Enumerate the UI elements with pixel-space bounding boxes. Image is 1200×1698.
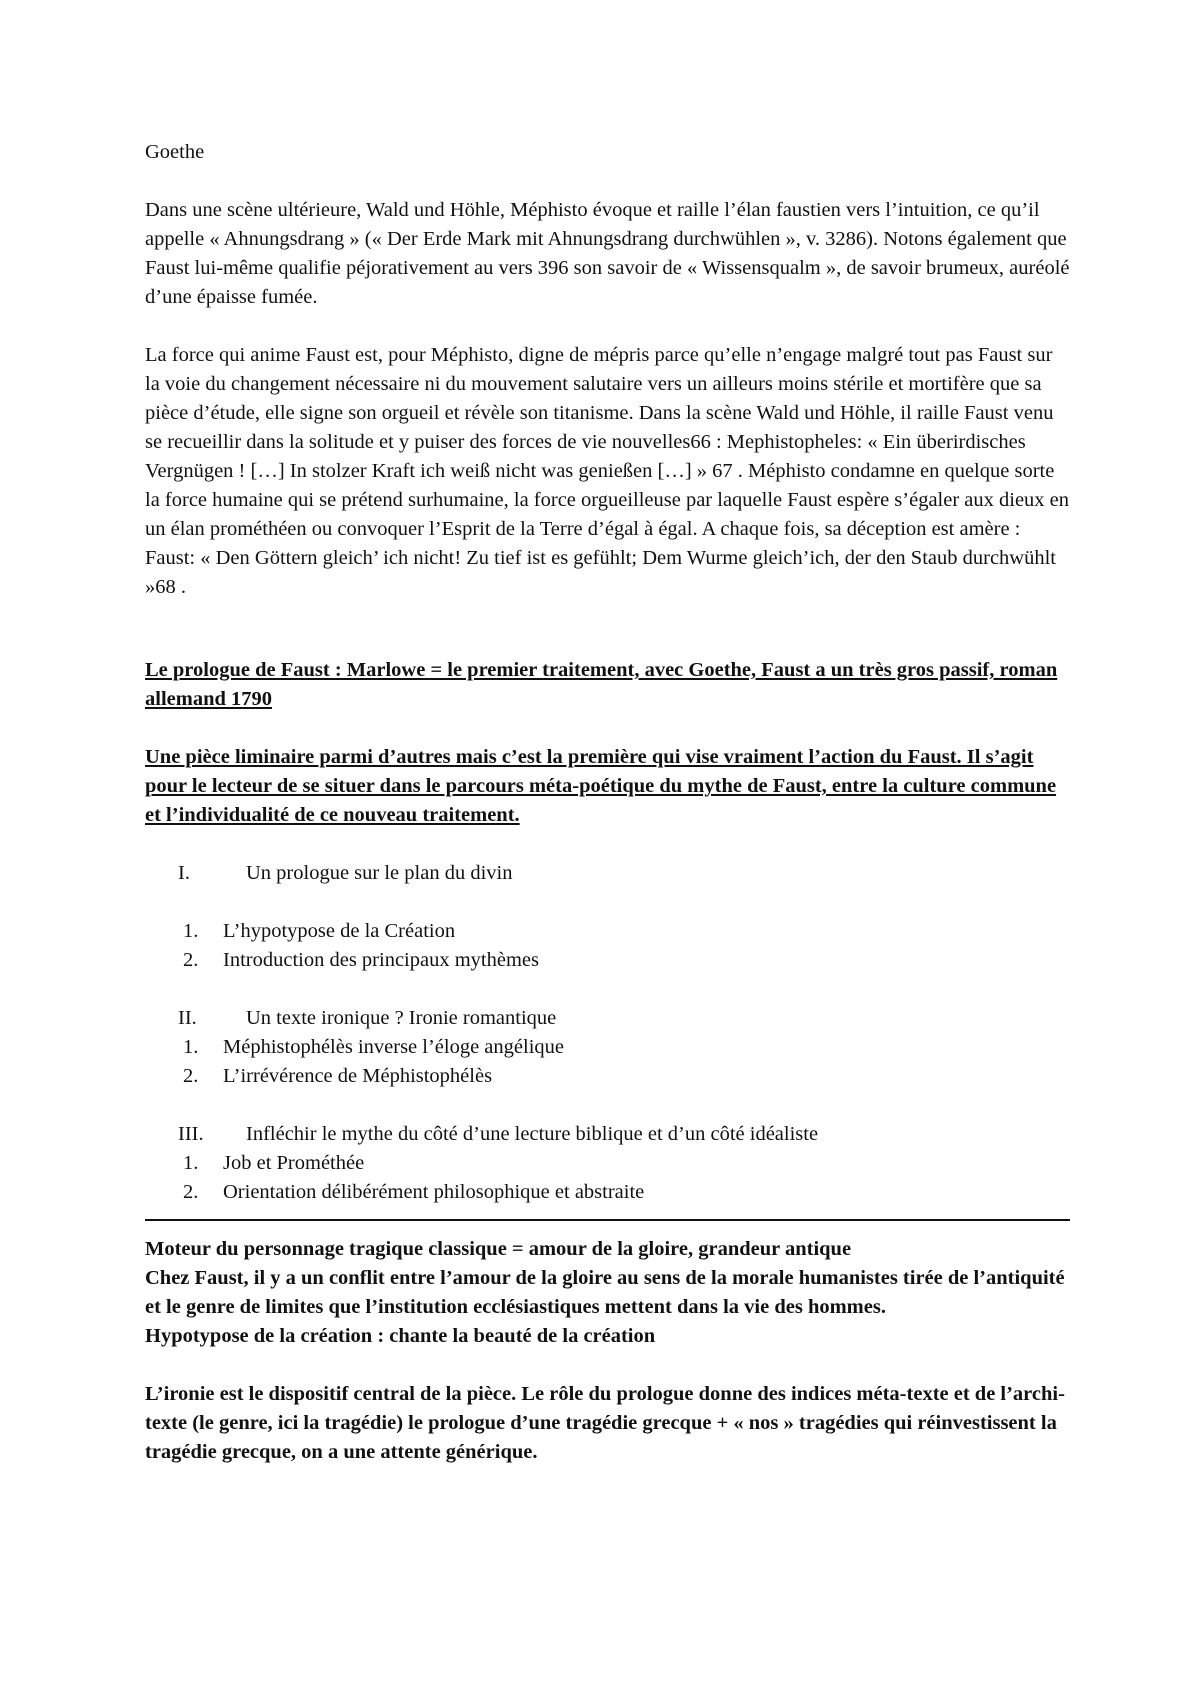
outline-section-title: Infléchir le mythe du côté d’une lecture biblique et d’un côté idéaliste bbox=[246, 1123, 819, 1145]
heading-prologue: Le prologue de Faust : Marlowe = le premier traitement, avec Goethe, Faust a un très gros passif, roman allemand 1790 bbox=[145, 659, 1058, 710]
outline-number: 2. bbox=[183, 1181, 199, 1203]
outline-section-title: Un texte ironique ? Ironie romantique bbox=[246, 1007, 557, 1029]
outline-roman-mark: III. bbox=[178, 1123, 204, 1145]
outline-roman-mark: I. bbox=[178, 862, 190, 884]
outline-item-text: Introduction des principaux mythèmes bbox=[223, 949, 539, 971]
outline-number: 1. bbox=[183, 1152, 199, 1174]
bold-paragraph-moteur: Moteur du personnage tragique classique = amour de la gloire, grandeur antique bbox=[145, 1238, 852, 1260]
outline-section-title: Un prologue sur le plan du divin bbox=[246, 862, 513, 884]
outline-number: 2. bbox=[183, 949, 199, 971]
outline-item bbox=[145, 1033, 1070, 1062]
bold-paragraph-ironie: L’ironie est le dispositif central de la pièce. Le rôle du prologue donne des indices méta-texte et de l’archi-texte (le genre, ici la tragédie) le prologue d’une tragédie grecque + « nos » tragédies qui réinvestissent la tragédie grecque, on a une attente générique. bbox=[145, 1383, 1065, 1463]
outline-section-3 bbox=[145, 1120, 1070, 1149]
horizontal-rule bbox=[145, 1219, 1070, 1221]
outline-item bbox=[145, 917, 1070, 946]
outline-roman-mark: II. bbox=[178, 1007, 197, 1029]
outline-section-2 bbox=[145, 1004, 1070, 1033]
outline-item-text: Méphistophélès inverse l’éloge angélique bbox=[223, 1036, 564, 1058]
paragraph-wald-und-hohle: Dans une scène ultérieure, Wald und Höhle, Méphisto évoque et raille l’élan faustien vers l’intuition, ce qu’il appelle « Ahnungsdrang » (« Der Erde Mark mit Ahnungsdrang durchwühlen », v. 3286). Notons également que Faust lui-même qualifie péjorativement au vers 396 son savoir de « Wissensqualm », de savoir brumeux, auréolé d’une épaisse fumée. bbox=[145, 199, 1070, 308]
outline-number: 1. bbox=[183, 920, 199, 942]
outline-item-text: L’hypotypose de la Création bbox=[223, 920, 456, 942]
outline-item bbox=[145, 946, 1070, 975]
bold-paragraph-hypotypose: Hypotypose de la création : chante la beauté de la création bbox=[145, 1325, 656, 1347]
outline-number: 1. bbox=[183, 1036, 199, 1058]
outline-item bbox=[145, 1062, 1070, 1091]
outline-item-text: Job et Prométhée bbox=[223, 1152, 365, 1174]
outline-number: 2. bbox=[183, 1065, 199, 1087]
heading-piece-liminaire: Une pièce liminaire parmi d’autres mais c’est la première qui vise vraiment l’action du Faust. Il s’agit pour le lecteur de se situer dans le parcours méta-poétique du mythe de Faust, entre la culture commune et l’individualité de ce nouveau traitement. bbox=[145, 746, 1057, 826]
outline-section-1 bbox=[145, 859, 1070, 888]
bold-paragraph-chez-faust: Chez Faust, il y a un conflit entre l’amour de la gloire au sens de la morale humanistes tirée de l’antiquité et le genre de limites que l’institution ecclésiastiques mettent dans la vie des hommes. bbox=[145, 1267, 1065, 1318]
outline-item-text: L’irrévérence de Méphistophélès bbox=[223, 1065, 493, 1087]
outline-item bbox=[145, 1178, 1070, 1207]
paragraph-force-faust: La force qui anime Faust est, pour Méphisto, digne de mépris parce qu’elle n’engage malgré tout pas Faust sur la voie du changement nécessaire ni du mouvement salutaire vers un ailleurs moins stérile et mortifère que sa pièce d’étude, elle signe son orgueil et révèle son titanisme. Dans la scène Wald und Höhle, il raille Faust venu se recueillir dans la solitude et y puiser des forces de vie nouvelles66 : Mephistopheles: « Ein überirdisches Vergnügen ! […] In stolzer Kraft ich weiß nicht was genießen […] » 67 . Méphisto condamne en quelque sorte la force humaine qui se prétend surhumaine, la force orgueilleuse par laquelle Faust espère s’égaler aux dieux en un élan prométhéen ou convoquer l’Esprit de la Terre d’égal à égal. A chaque fois, sa déception est amère : Faust: « Den Göttern gleich’ ich nicht! Zu tief ist es gefühlt; Dem Wurme gleich’ich, der den Staub durchwühlt »68 . bbox=[145, 344, 1070, 598]
outline-item-text: Orientation délibérément philosophique et abstraite bbox=[223, 1181, 645, 1203]
outline-item bbox=[145, 1149, 1070, 1178]
document-title: Goethe bbox=[145, 141, 205, 163]
